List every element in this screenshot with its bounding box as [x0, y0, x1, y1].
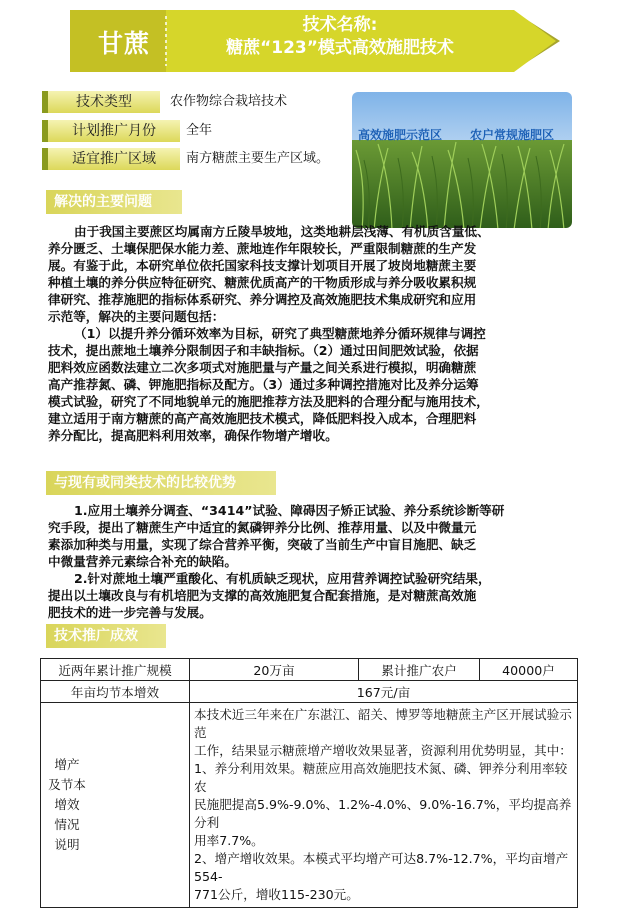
text-line: 本技术近三年来在广东湛江、韶关、博罗等地糖蔗主产区开展试验示范: [194, 707, 572, 740]
table-row: [41, 703, 578, 908]
compare-text: [48, 502, 588, 621]
section-title-results: 技术推广成效: [46, 624, 166, 648]
info-label-region: 适宜推广区域: [48, 148, 180, 170]
info-value-region: 南方糖蔗主要生产区域。: [186, 151, 330, 166]
table-row: [41, 659, 578, 681]
text-line: 肥技术的进一步完善与发展。: [48, 605, 212, 620]
text-line: 1.应用土壤养分调查、“3414”试验、障碍因子矫正试验、养分系统诊断等研: [74, 503, 505, 518]
text-line: 民施肥提高5.9%-9.0%、1.2%-4.0%、9.0%-16.7%，平均提高养分利: [194, 797, 572, 830]
text-line: 情况: [54, 817, 80, 832]
table-cell: 20万亩: [190, 659, 359, 681]
table-cell: 近两年累计推广规模: [41, 659, 190, 681]
category-label: 甘蔗: [97, 29, 150, 58]
text-line: 展。有鉴于此，本研究单位依托国家科技支撑计划项目开展了坡岗地糖蔗主要: [48, 258, 477, 273]
info-label-month: 计划推广月份: [48, 120, 180, 142]
text-line: 中微量营养元素综合补充的缺陷。: [48, 554, 237, 569]
text-line: 说明: [54, 837, 80, 852]
section-title-problems: 解决的主要问题: [46, 190, 182, 214]
text-line: 由于我国主要蔗区均属南方丘陵旱坡地，这类地耕层浅薄、有机质含量低、: [74, 224, 490, 239]
text-line: 种植土壤的养分供应特征研究、糖蔗优质高产的干物质形成与养分吸收累积规: [48, 275, 477, 290]
text-line: 2、增产增收效果。本模式平均增产可达8.7%-12.7%，平均亩增产554-: [194, 851, 569, 884]
text-line: 提出以土壤改良与有机培肥为支撑的高效施肥复合配套措施，是对糖蔗高效施: [48, 588, 477, 603]
info-value-month: 全年: [186, 123, 213, 138]
text-line: 建立适用于南方糖蔗的高产高效施肥技术模式，降低肥料投入成本，合理肥料: [48, 411, 477, 426]
section-title-compare: 与现有或同类技术的比较优势: [46, 471, 276, 495]
info-value-type: 农作物综合栽培技术: [170, 94, 288, 109]
table-row: [41, 681, 578, 703]
text-line: 1、养分利用效果。糖蔗应用高效施肥技术氮、磷、钾养分利用率较农: [194, 761, 568, 794]
table-cell: 累计推广农户: [359, 659, 480, 681]
table-cell: [190, 703, 578, 908]
table-cell: 年亩均节本增效: [41, 681, 190, 703]
photo-caption-left: 高效施肥示范区: [358, 128, 443, 142]
text-line: 增产: [54, 757, 80, 772]
text-line: 肥料效应函数法建立二次多项式对施肥量与产量之间关系进行模拟，明确糖蔗: [48, 360, 477, 375]
text-line: 技术，提出蔗地土壤养分限制因子和丰缺指标。（2）通过田间肥效试验，依据: [48, 343, 479, 358]
text-line: 养分匮乏、土壤保肥保水能力差、蔗地连作年限较长，严重限制糖蔗的生产发: [48, 241, 477, 256]
text-line: 用率7.7%。: [194, 833, 264, 848]
tech-name: [200, 14, 480, 60]
field-photo: [352, 92, 572, 228]
photo-sugarcane-field: [352, 140, 572, 228]
text-line: 模式试验，研究了不同地貌单元的施肥推荐方法及肥料的合理分配与施用技术，: [48, 394, 489, 409]
text-line: 及节本: [48, 777, 86, 792]
table-cell: 40000户: [480, 659, 578, 681]
text-line: 素添加种类与用量，实现了综合营养平衡，突破了当前生产中盲目施肥、缺乏: [48, 537, 477, 552]
info-label-type: 技术类型: [48, 91, 160, 113]
text-line: 2.针对蔗地土壤严重酸化、有机质缺乏现状，应用营养调控试验研究结果，: [74, 571, 491, 586]
tech-name-title: 糖蔗“123”模式高效施肥技术: [226, 38, 454, 58]
text-line: 律研究、推荐施肥的指标体系研究、养分调控及高效施肥技术集成研究和应用: [48, 292, 477, 307]
table-cell: [41, 703, 190, 908]
text-line: 高产推荐氮、磷、钾施肥指标及配方。（3）通过多种调控措施对比及养分运筹: [48, 377, 479, 392]
table-cell: 167元/亩: [190, 681, 578, 703]
text-line: 养分配比，提高肥料利用效率，确保作物增产增收。: [48, 428, 338, 443]
text-line: 示范等，解决的主要问题包括：: [48, 309, 225, 324]
text-line: 究手段，提出了糖蔗生产中适宜的氮磷钾养分比例、推荐用量、以及中微量元: [48, 520, 477, 535]
text-line: 工作，结果显示糖蔗增产增收效果显著，资源利用优势明显，其中：: [194, 743, 572, 758]
text-line: （1）以提升养分循环效率为目标，研究了典型糖蔗地养分循环规律与调控: [74, 326, 486, 341]
results-table: [40, 658, 578, 908]
text-line: 增效: [54, 797, 80, 812]
text-line: 771公斤，增收115-230元。: [194, 887, 359, 902]
photo-caption-right: 农户常规施肥区: [470, 128, 555, 142]
tech-name-label: 技术名称:: [302, 15, 378, 35]
problems-text: [48, 223, 588, 444]
